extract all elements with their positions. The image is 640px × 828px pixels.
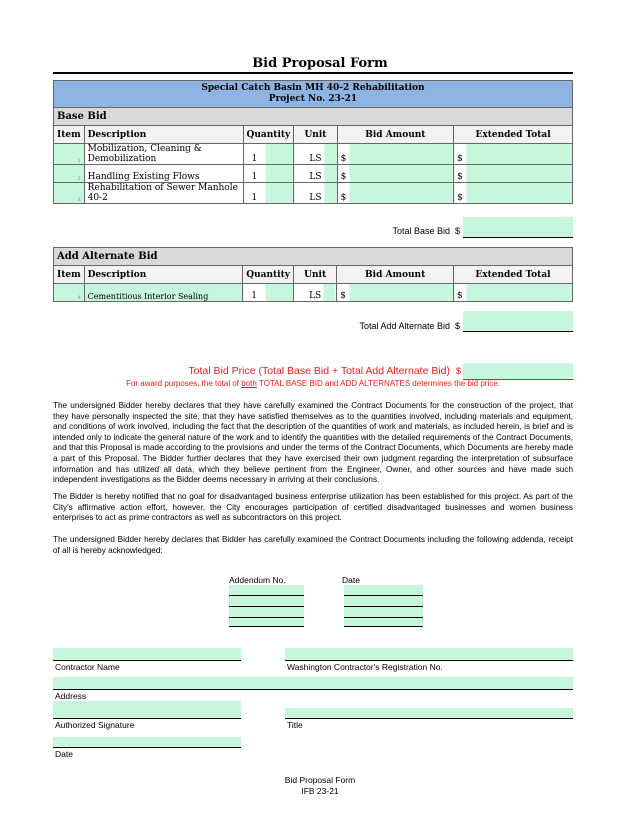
title-label: Title xyxy=(287,720,303,730)
addendum-date-input[interactable] xyxy=(344,607,423,618)
base-bid-section: Base Bid xyxy=(54,108,573,126)
total-alternate-input[interactable] xyxy=(463,311,573,332)
currency-symbol: $ xyxy=(340,193,347,203)
base-bid-column-headers xyxy=(54,126,573,144)
total-bid-price-input[interactable] xyxy=(463,363,573,380)
item-description: Mobilization, Cleaning & Demobilization xyxy=(84,144,243,165)
registration-label: Washington Contractor's Registration No. xyxy=(287,662,443,672)
currency-symbol: $ xyxy=(457,172,463,182)
addendum-date-label: Date xyxy=(342,575,360,585)
title-input[interactable] xyxy=(285,708,573,719)
total-alternate-label: Total Add Alternate Bid xyxy=(359,321,450,331)
registration-input[interactable] xyxy=(285,648,573,661)
item-number: 4 xyxy=(54,284,85,302)
footer-form-name: Bid Proposal Form xyxy=(284,775,356,785)
contractor-name-label: Contractor Name xyxy=(55,662,120,672)
item-unit: LS xyxy=(294,165,337,183)
extended-total-input[interactable] xyxy=(454,144,573,165)
addendum-number-input[interactable] xyxy=(229,607,304,618)
item-quantity: 1 xyxy=(243,144,294,165)
currency-symbol: $ xyxy=(457,154,463,164)
dbe-paragraph: The Bidder is hereby notified that no goal for disadvantaged business enterprise utilization has been established for this project. As part of the City's affirmative action effort, however, the City encourages participation of certified disadvantaged businesses and women business enterprises to act as prime contractors as well as subcontractors on this project. xyxy=(53,492,573,523)
item-unit: LS xyxy=(294,144,337,165)
contractor-name-input[interactable] xyxy=(53,648,241,661)
col-quantity: Quantity xyxy=(243,126,294,144)
item-number: 2 xyxy=(54,165,85,183)
bid-amount-input[interactable] xyxy=(337,183,454,204)
item-quantity: 1 xyxy=(243,284,294,302)
item-description: Handling Existing Flows xyxy=(84,165,243,183)
currency-symbol: $ xyxy=(340,154,347,164)
item-number: 3 xyxy=(54,183,85,204)
col-description: Description xyxy=(84,126,243,144)
addendum-date-input[interactable] xyxy=(344,596,423,607)
col-unit: Unit xyxy=(293,266,336,284)
bid-amount-input[interactable] xyxy=(337,144,454,165)
total-bid-price-label: Total Bid Price (Total Base Bid + Total Add Alternate Bid) xyxy=(188,365,450,377)
col-quantity: Quantity xyxy=(243,266,294,284)
addenda-paragraph: The undersigned Bidder hereby declares that Bidder has carefully examined the Contract Documents including the following addenda, receipt of all is hereby acknowledged: xyxy=(53,535,573,555)
item-number: 1 xyxy=(54,144,85,165)
col-unit: Unit xyxy=(294,126,337,144)
col-extended-total: Extended Total xyxy=(454,126,573,144)
project-name: Special Catch Basin MH 40-2 Rehabilitation xyxy=(201,83,425,93)
col-bid-amount: Bid Amount xyxy=(337,126,454,144)
total-base-bid-label: Total Base Bid xyxy=(392,226,450,236)
base-bid-table xyxy=(53,80,573,204)
col-extended-total: Extended Total xyxy=(454,266,573,284)
authorized-signature-input[interactable] xyxy=(53,701,241,719)
address-input[interactable] xyxy=(53,677,573,690)
col-bid-amount: Bid Amount xyxy=(337,266,454,284)
item-quantity: 1 xyxy=(243,183,294,204)
date-input[interactable] xyxy=(53,737,241,748)
currency-symbol: $ xyxy=(457,193,463,203)
addendum-number-label: Addendum No. xyxy=(229,575,286,585)
currency-symbol: $ xyxy=(456,366,462,376)
item-quantity: 1 xyxy=(243,165,294,183)
award-note-pre: For award purposes, the total of xyxy=(126,379,240,388)
award-note-emphasis: both xyxy=(241,379,257,388)
col-description: Description xyxy=(84,266,243,284)
address-label: Address xyxy=(55,691,87,701)
project-header xyxy=(54,81,573,108)
page-title: Bid Proposal Form xyxy=(252,56,388,71)
alternate-bid-column-headers xyxy=(54,266,573,284)
currency-symbol: $ xyxy=(340,291,347,301)
col-item: Item xyxy=(54,266,85,284)
bid-amount-input[interactable] xyxy=(337,284,454,302)
extended-total-input[interactable] xyxy=(454,284,573,302)
authorized-signature-label: Authorized Signature xyxy=(55,720,135,730)
date-label: Date xyxy=(55,749,73,759)
item-unit: LS xyxy=(293,284,336,302)
col-item: Item xyxy=(54,126,85,144)
bid-amount-input[interactable] xyxy=(337,165,454,183)
addendum-number-input[interactable] xyxy=(229,618,304,627)
extended-total-input[interactable] xyxy=(454,165,573,183)
addendum-number-input[interactable] xyxy=(229,596,304,607)
item-unit: LS xyxy=(294,183,337,204)
alternate-bid-section: Add Alternate Bid xyxy=(54,248,573,266)
table-row xyxy=(54,284,573,302)
currency-symbol: $ xyxy=(455,226,461,236)
award-note xyxy=(53,379,573,388)
declaration-paragraph: The undersigned Bidder hereby declares that they have carefully examined the Contract Documents for the construction of the project, that they have personally inspected the site, that they have satisfied themselves as to the quantities involved, including materials and equipment, and conditions of work involved, including the fact that the description of the quantities of work and materials, as included herein, is brief and is intended only to indicate the general nature of the work and to identify the quantities with the detailed requirements of the Contract Documents, and that this Proposal is made according to the provisions and under the terms of the Contract Documents, which Documents are hereby made a part of this Proposal. The Bidder further declares that they have exercised their own judgment regarding the interpretation of subsurface information and has utilized all data, which they believe pertinent from the Engineer, Owner, and other sources and have made such independent investigations as the Bidder deems necessary in arriving at their conclusions. xyxy=(53,401,573,485)
table-row xyxy=(54,183,573,204)
currency-symbol: $ xyxy=(457,291,463,301)
footer-ifb-number: IFB 23-21 xyxy=(301,786,339,796)
award-note-post: TOTAL BASE BID and ADD ALTERNATES determines the bid price. xyxy=(258,379,500,388)
table-row xyxy=(54,165,573,183)
item-description: Cementitious Interior Sealing xyxy=(84,284,243,302)
currency-symbol: $ xyxy=(340,172,347,182)
alternate-bid-table xyxy=(53,247,573,302)
addendum-date-input[interactable] xyxy=(344,618,423,627)
currency-symbol: $ xyxy=(455,321,461,331)
addendum-date-input[interactable] xyxy=(344,585,423,596)
total-base-bid-input[interactable] xyxy=(463,217,573,238)
table-row xyxy=(54,144,573,165)
extended-total-input[interactable] xyxy=(454,183,573,204)
addendum-number-input[interactable] xyxy=(229,585,304,596)
title-rule xyxy=(53,72,573,74)
item-description: Rehabilitation of Sewer Manhole 40-2 xyxy=(84,183,243,204)
project-number: Project No. 23-21 xyxy=(268,94,358,104)
